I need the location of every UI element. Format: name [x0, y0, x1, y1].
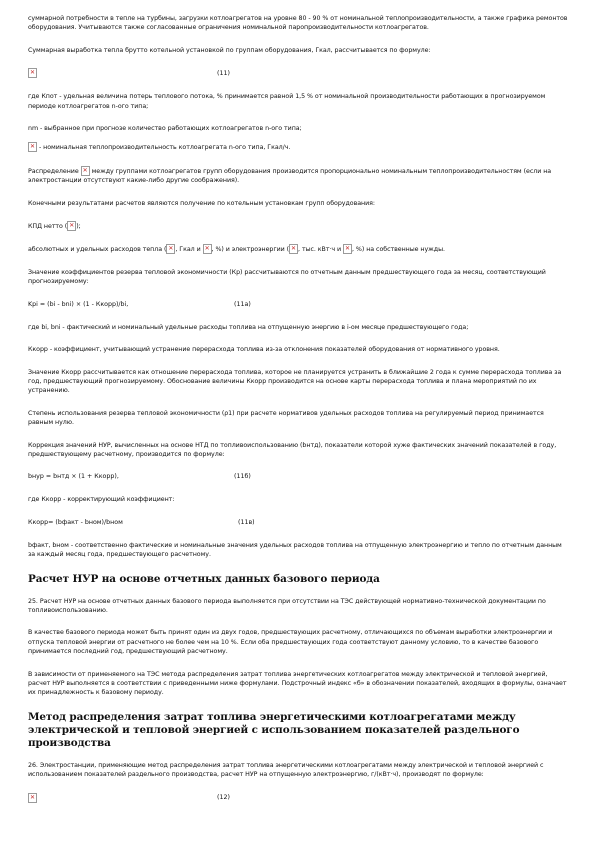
- broken-image-icon: [289, 244, 298, 254]
- paragraph-actual-nominal-values: bфакт, bном - соответственно фактические и номинальные значения удельных расходов топлива на отпущенную электроэнергию и тепло по отчетным данным за каждый месяц года, предшествующего расчетному.: [28, 541, 562, 559]
- broken-image-icon: [343, 244, 352, 254]
- broken-image-icon: [28, 68, 37, 78]
- text-nominal-capacity: - номинальная теплопроизводительность котлоагрегата n-ого типа, Гкал/ч.: [38, 144, 291, 152]
- text-own-needs-b: , Гкал и: [175, 246, 201, 254]
- paragraph-section-25: 25. Расчет НУР на основе отчетных данных базового периода выполняется при отсутствии на ТЭС действующей нормативно-технической документации по топливоиспользованию.: [28, 597, 546, 614]
- paragraph-kkorr-definition: Ккорр - коэффициент, учитывающий устранение перерасхода топлива из-за отклонения показателей оборудования от нормативного уровня.: [28, 346, 500, 354]
- formula-expression: Ккорр= (bфакт - bном)/bном: [28, 518, 123, 526]
- broken-image-icon: [28, 142, 37, 152]
- paragraph-reserve-usage: Степень использования резерва тепловой экономичности (ρ1) при расчете нормативов удельных расходов топлива на регулируемый период принимается равным нулю.: [28, 409, 544, 427]
- broken-image-icon: [203, 244, 212, 254]
- heading-base-period: Расчет НУР на основе отчетных данных базового периода: [28, 572, 380, 585]
- paragraph-kkorr-calculation: Значение Ккорр рассчитывается как отношение перерасхода топлива, которое не планируется устранить в ближайшие 2 года к сумме перерасхода топлива за год, предшествующий прогнозируемому. Обоснование величины Ккорр производится на основе карты перерасхода топлива и плана мероприятий по их устранению.: [28, 368, 562, 395]
- text-net-efficiency: КПД нетто (: [28, 223, 68, 231]
- formula-11v: [28, 518, 568, 527]
- formula-number: (11): [217, 69, 230, 77]
- formula-number: (11a): [234, 300, 251, 308]
- paragraph-distribution-method: В зависимости от применяемого на ТЭС метода распределения затрат топлива энергетических котлоагрегатов между электрической и тепловой энергией, расчет НУР выполняется в соответствии с приведенными ниже формулами. Подстрочный индекс «б» в обозначении показателей, входящих в формулы, означает их принадлежность к базовому периоду.: [28, 670, 567, 697]
- paragraph-nm-definition: nm - выбранное при прогнозе количество работающих котлоагрегатов n-ого типа;: [28, 125, 302, 133]
- paragraph-kpot-definition: где Кпот - удельная величина потерь теплового потока, % принимается равной 1,5 % от номинальной производительности работающих в прогнозируемом периоде котлоагрегатов n-ого типа;: [28, 93, 546, 110]
- paragraph-final-results: Конечными результатами расчетов являются получение по котельным установкам групп оборудования:: [28, 199, 375, 207]
- broken-image-icon: [28, 793, 37, 803]
- text-own-needs-e: , %) на собственные нужды.: [352, 246, 445, 254]
- formula-number: (11б): [234, 473, 251, 481]
- text-own-needs-d: , тыс. кВт·ч и: [298, 246, 342, 254]
- broken-image-icon: [81, 166, 90, 176]
- paragraph-gross-heat-output: Суммарная выработка тепла брутто котельной установкой по группам оборудования, Гкал, рассчитывается по формуле:: [28, 46, 431, 54]
- formula-12: [28, 793, 568, 803]
- formula-expression: bнур = bнтд × (1 + Ккорр),: [28, 473, 119, 481]
- broken-image-icon: [166, 244, 175, 254]
- formula-11: [28, 68, 568, 78]
- text-own-needs-a: абсолютных и удельных расходов тепла (: [28, 246, 167, 254]
- broken-image-icon: [67, 221, 76, 231]
- heading-separate-production-method: Метод распределения затрат топлива энергетическими котлоагрегатами между электрической и тепловой энергией с использованием показателей раздельного производства: [28, 710, 520, 749]
- formula-expression: Kpi = (bi - bni) × (1 - Ккорр)/bi,: [28, 300, 129, 308]
- paragraph-reserve-coefficients: Значение коэффициентов резерва тепловой экономичности (Кр) рассчитываются по отчетным данным предшествующего года за месяц, соответствующий прогнозируемому:: [28, 268, 546, 286]
- text-distribution-start: Распределение: [28, 167, 79, 175]
- paragraph-correction-coefficient: где Ккорр - корректирующий коэффициент:: [28, 496, 175, 504]
- paragraph-nominal-capacity: [28, 142, 568, 152]
- paragraph-own-needs: [28, 244, 568, 254]
- paragraph-bi-definition: где bi, bni - фактический и номинальный удельные расходы топлива на отпущенную энергию в i-ом месяце предшествующего года;: [28, 323, 469, 331]
- text-distribution-rest: между группами котлоагрегатов групп оборудования производится пропорционально номинальным теплопроизводительностям (если на электростанции отсутствуют какие-либо другие соображения).: [28, 167, 552, 185]
- text-net-efficiency-end: );: [76, 223, 81, 231]
- formula-11b: [28, 472, 568, 481]
- paragraph-section-26: 26. Электростанции, применяющие метод распределения затрат топлива энергетическими котлоагрегатами между электрической и тепловой энергией с использованием показателей раздельного производства, расчет НУР на отпущенную электроэнергию, г/(кВт·ч), производят по формуле:: [28, 761, 544, 779]
- formula-11a: [28, 300, 568, 309]
- paragraph-nur-correction: Коррекция значений НУР, вычисленных на основе НТД по топливоиспользованию (bнтд), показатели которой хуже фактических значений показателей в году, предшествующему расчетному, производится по формуле:: [28, 441, 557, 458]
- text-own-needs-c: , %) и электроэнергии (: [211, 246, 290, 254]
- document-page: [28, 14, 568, 817]
- paragraph-boiler-load: суммарной потребности в тепле на турбины, загрузки котлоагрегатов на уровне 80 - 90 % от номинальной теплопроизводительности, а также графика ремонтов оборудования. Учитываются также согласованные ограничения номинальной паропроизводительности котлоагрегатов.: [28, 15, 568, 32]
- paragraph-distribution: [28, 166, 568, 186]
- formula-number: (12): [217, 794, 230, 802]
- paragraph-base-period-choice: В качестве базового периода может быть принят один из двух годов, предшествующих расчетному, отличающихся по объемам выработки электроэнергии и отпуска тепловой энергии от расчетного не более чем на 10 %. Если оба предшествующих года соответствуют данному условию, то в качестве базового принимается последний год, предшествующий расчетному.: [28, 629, 553, 656]
- formula-number: (11в): [238, 518, 255, 526]
- paragraph-net-efficiency: [28, 221, 568, 231]
